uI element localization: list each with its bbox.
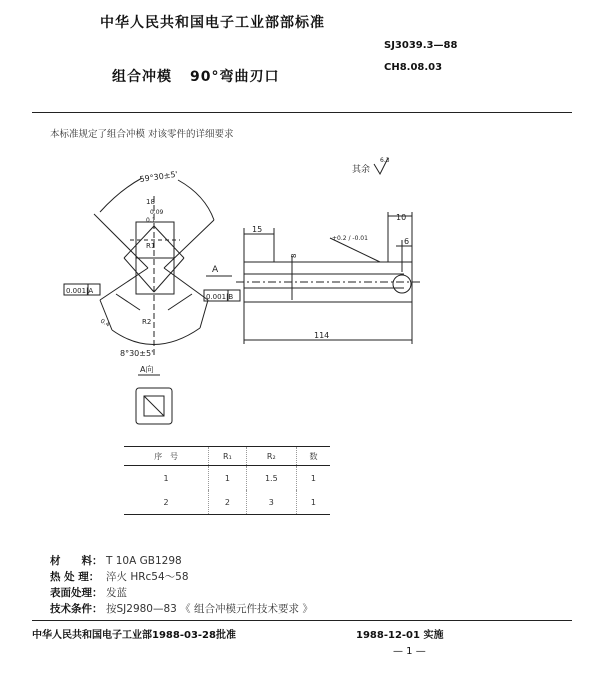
dim-009: 0.09 [150,209,164,216]
approval-date: 中华人民共和国电子工业部1988-03-28批准 [32,630,236,641]
title-sub: 90°弯曲刃口 [190,69,280,85]
dim-10: 10 [396,213,407,222]
dim-114: 114 [314,331,330,340]
note-technical-conditions: 技术条件： 按SJ2980—83 《 组合冲模元件技术要求 》 [50,603,313,615]
dim-r2: R2 [142,318,152,326]
spec-table [124,446,330,515]
implementation-date: 1988-12-01 实施 [356,630,444,641]
table-header-row [124,447,330,466]
title-main: 组合冲模 [112,69,172,85]
ftol-right: 0.001|B [206,293,234,301]
org-title: 中华人民共和国电子工业部部标准 [100,15,325,31]
col-r1: R₁ [209,447,247,466]
material-notes [50,553,313,617]
roughness-value: 6.3 [380,157,390,164]
ftol-left: 0.001|A [66,287,94,295]
label-a: A [212,265,219,275]
dim-15: 15 [252,225,263,234]
surface-note: 其余 [352,165,371,175]
dim-angle-top: 59°30±5' [139,169,179,184]
old-standard-number: CH8.08.03 [384,62,443,73]
standard-number: SJ3039.3—88 [384,40,458,51]
view-a-label: A向 [140,365,154,374]
page-number: — 1 — [393,646,426,657]
note-surface-treatment: 表面处理： 发蓝 [50,587,127,599]
dim-angle-bottom: 8°30±5' [120,349,154,358]
col-r2: R₂ [246,447,296,466]
intro-text: 本标准规定了组合冲模 对该零件的详细要求 [50,129,234,140]
note-material: 材 料： T 10A GB1298 [50,555,182,567]
col-qty: 数 [296,447,330,466]
footer-rule [32,620,572,621]
note-heat-treatment: 热 处 理： 淬火 HRc54～58 [50,571,189,583]
table-row: 1 1 1.5 1 [124,466,330,491]
table-row: 2 2 3 1 [124,490,330,515]
dim-18: 18 [146,198,155,206]
dim-6: 6 [404,237,410,246]
dim-8: 8 [290,253,298,258]
dim-tolerance: +0.2 / -0.01 [332,235,368,242]
dim-04: 0.4 [99,317,111,329]
side-view [236,212,420,344]
dim-001: 0.1 [146,217,156,224]
col-seq: 序 号 [124,447,209,466]
dim-r1: R1 [146,242,156,250]
